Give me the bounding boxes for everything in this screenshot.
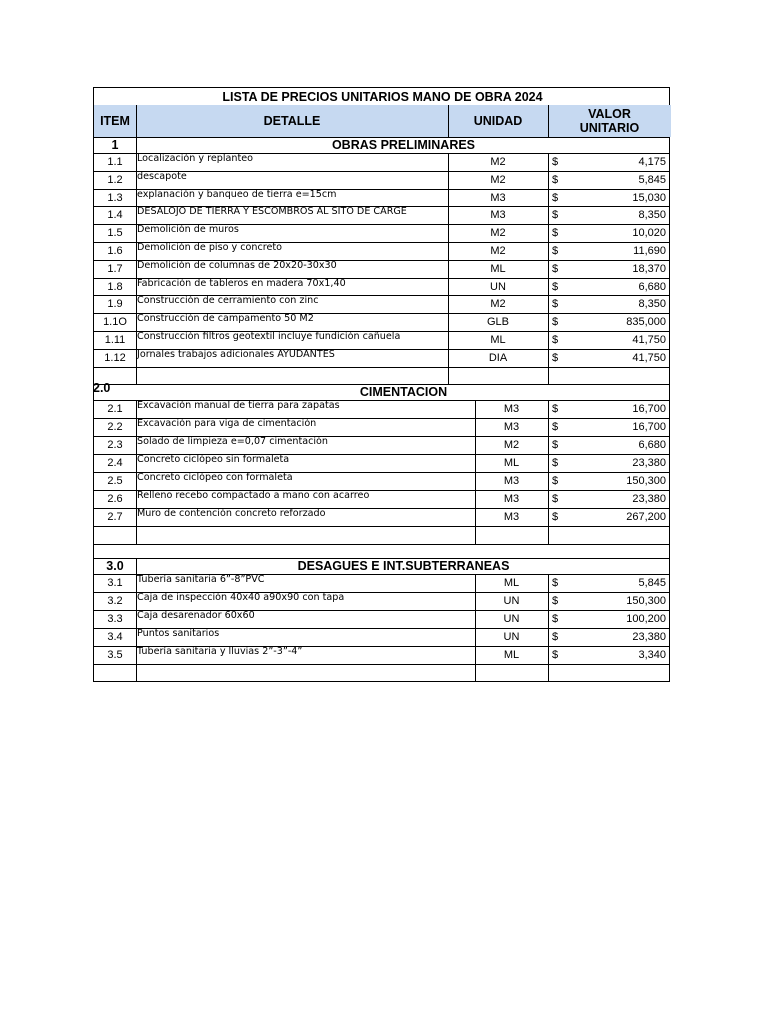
item-unidad: M2 (490, 227, 506, 239)
column-divider (448, 278, 449, 295)
item-unidad: UN (503, 613, 520, 625)
item-number: 2.7 (107, 511, 123, 523)
header-item: ITEM (94, 105, 136, 137)
column-divider (136, 313, 137, 331)
column-divider (548, 349, 549, 367)
item-valor: 267,200 (626, 511, 666, 523)
column-divider (548, 367, 549, 384)
item-number: 1.6 (107, 245, 123, 257)
item-unidad: M3 (490, 191, 506, 204)
item-valor: 835,000 (626, 316, 666, 328)
currency-symbol: $ (552, 613, 559, 625)
column-divider (448, 260, 449, 278)
column-divider (548, 242, 549, 260)
item-number: 3.5 (107, 649, 123, 661)
item-unidad: M3 (490, 209, 506, 221)
item-number: 1.8 (107, 280, 123, 293)
item-valor: 18,370 (632, 263, 666, 275)
column-divider (548, 331, 549, 349)
column-divider (548, 592, 549, 610)
column-divider (136, 171, 137, 189)
item-number: 3.2 (107, 595, 123, 607)
item-unidad: M2 (490, 156, 506, 168)
column-divider (475, 628, 476, 646)
item-unidad: M3 (503, 511, 520, 523)
currency-symbol: $ (552, 493, 559, 505)
item-unidad: M2 (503, 439, 520, 451)
item-detalle: Demolición de muros (137, 224, 239, 235)
item-unidad: M3 (503, 421, 520, 433)
column-divider (136, 454, 137, 472)
column-divider (548, 171, 549, 189)
column-divider (448, 189, 449, 206)
item-number: 2.3 (107, 439, 123, 451)
row-divider (94, 367, 669, 368)
column-divider (548, 628, 549, 646)
item-valor: 8,350 (638, 209, 666, 221)
column-divider (475, 610, 476, 628)
row-divider (94, 544, 669, 545)
item-number: 3.3 (107, 613, 123, 625)
column-divider (136, 418, 137, 436)
column-divider (448, 224, 449, 242)
item-detalle: Puntos sanitarios (137, 628, 220, 639)
row-divider (94, 526, 669, 527)
column-divider (548, 295, 549, 313)
item-valor: 15,030 (632, 191, 666, 204)
column-divider (448, 242, 449, 260)
column-divider (136, 472, 137, 490)
currency-symbol: $ (552, 156, 559, 168)
item-detalle: Excavación manual de tierra para zapatas (137, 400, 340, 411)
section-title: OBRAS PRELIMINARES (331, 138, 476, 152)
column-divider (475, 508, 476, 526)
item-number: 1.1 (107, 156, 123, 168)
item-valor: 16,700 (632, 421, 666, 433)
item-number: 1.3 (107, 191, 123, 204)
item-valor: 150,300 (626, 595, 666, 607)
item-unidad: UN (503, 631, 520, 643)
item-detalle: Tubería sanitaria 6”-8”PVC (137, 574, 265, 585)
column-divider (548, 490, 549, 508)
column-divider (475, 436, 476, 454)
column-divider (136, 558, 137, 574)
column-divider (136, 664, 137, 682)
currency-symbol: $ (552, 334, 559, 346)
item-detalle: Caja desarenador 60x60 (137, 610, 255, 621)
item-unidad: UN (490, 280, 506, 293)
currency-symbol: $ (552, 227, 559, 239)
currency-symbol: $ (552, 649, 559, 661)
item-valor: 41,750 (632, 352, 666, 364)
item-detalle: Excavación para viga de cimentación (137, 418, 317, 429)
column-divider (136, 526, 137, 544)
currency-symbol: $ (552, 174, 559, 186)
column-divider (136, 189, 137, 206)
column-divider (136, 105, 137, 137)
item-detalle: Demolición de columnas de 20x20-30x30 (137, 260, 337, 271)
column-divider (136, 490, 137, 508)
item-detalle: Fabricación de tableros en madera 70x1,40 (137, 278, 346, 289)
column-divider (548, 418, 549, 436)
column-divider (548, 610, 549, 628)
currency-symbol: $ (552, 316, 559, 328)
item-unidad: ML (503, 457, 520, 469)
item-detalle: Muro de contención concreto reforzado (137, 508, 326, 519)
column-divider (548, 646, 549, 664)
item-number: 1.1O (103, 316, 127, 328)
column-divider (548, 454, 549, 472)
column-divider (548, 526, 549, 544)
currency-symbol: $ (552, 439, 559, 451)
column-divider (448, 153, 449, 171)
item-unidad: M3 (503, 403, 520, 415)
item-valor: 23,380 (632, 457, 666, 469)
item-unidad: M2 (490, 174, 506, 186)
item-valor: 23,380 (632, 493, 666, 505)
currency-symbol: $ (552, 595, 559, 607)
item-detalle: Construcción de cerramiento con zinc (137, 295, 319, 306)
column-divider (136, 331, 137, 349)
item-unidad: ML (503, 577, 520, 589)
item-detalle: Construcción filtros geotextil incluye fundición cañuela (137, 331, 401, 342)
item-number: 2.2 (107, 421, 123, 433)
item-unidad: M2 (490, 298, 506, 310)
currency-symbol: $ (552, 245, 559, 257)
currency-symbol: $ (552, 577, 559, 589)
column-divider (548, 313, 549, 331)
item-unidad: ML (490, 263, 506, 275)
item-detalle: Caja de inspección 40x40 a90x90 con tapa (137, 592, 345, 603)
item-valor: 23,380 (632, 631, 666, 643)
section-number: 2.0 (93, 381, 111, 395)
column-divider (136, 508, 137, 526)
column-divider (136, 224, 137, 242)
column-divider (548, 664, 549, 682)
column-divider (448, 313, 449, 331)
column-divider (136, 628, 137, 646)
price-list-table (93, 87, 670, 682)
column-divider (548, 400, 549, 418)
column-divider (548, 105, 549, 137)
header-valor-line2: UNITARIO (579, 121, 640, 135)
item-valor: 10,020 (632, 227, 666, 239)
row-divider (94, 664, 669, 665)
item-detalle: Solado de limpieza e=0,07 cimentación (137, 436, 329, 447)
item-number: 1.7 (107, 263, 123, 275)
column-divider (136, 242, 137, 260)
column-divider (136, 610, 137, 628)
item-unidad: ML (490, 334, 506, 346)
table-title: LISTA DE PRECIOS UNITARIOS MANO DE OBRA 2024 (222, 89, 543, 104)
item-number: 2.4 (107, 457, 123, 469)
item-unidad: M3 (503, 475, 520, 487)
column-divider (136, 206, 137, 224)
section-title: DESAGUES E INT.SUBTERRANEAS (297, 559, 510, 573)
currency-symbol: $ (552, 209, 559, 221)
currency-symbol: $ (552, 475, 559, 487)
currency-symbol: $ (552, 191, 559, 204)
item-valor: 5,845 (638, 577, 666, 589)
column-divider (136, 592, 137, 610)
column-divider (548, 472, 549, 490)
column-divider (475, 592, 476, 610)
column-divider (448, 349, 449, 367)
item-number: 1.12 (104, 352, 126, 364)
column-divider (475, 574, 476, 592)
column-divider (448, 367, 449, 384)
column-divider (475, 490, 476, 508)
currency-symbol: $ (552, 631, 559, 643)
item-valor: 8,350 (638, 298, 666, 310)
item-number: 2.1 (107, 403, 123, 415)
column-divider (548, 436, 549, 454)
item-detalle: Concreto ciclópeo sin formaleta (137, 454, 290, 465)
currency-symbol: $ (552, 263, 559, 275)
column-divider (448, 295, 449, 313)
currency-symbol: $ (552, 298, 559, 310)
item-number: 1.2 (107, 174, 123, 186)
column-divider (548, 260, 549, 278)
item-number: 1.9 (107, 298, 123, 310)
item-detalle: DESALOJO DE TIERRA Y ESCOMBROS AL SITO DE CARGE (137, 206, 407, 217)
item-number: 1.4 (107, 209, 123, 221)
item-detalle: descapote (137, 171, 187, 182)
column-divider (136, 400, 137, 418)
column-divider (448, 171, 449, 189)
section-number: 3.0 (106, 559, 124, 573)
item-unidad: UN (503, 595, 520, 607)
item-valor: 4,175 (638, 156, 666, 168)
item-valor: 41,750 (632, 334, 666, 346)
currency-symbol: $ (552, 511, 559, 523)
item-unidad: M3 (503, 493, 520, 505)
item-detalle: Demolición de piso y concreto (137, 242, 282, 253)
column-divider (548, 574, 549, 592)
column-divider (448, 105, 449, 137)
item-detalle: Construcción de campamento 50 M2 (137, 313, 314, 324)
header-detalle: DETALLE (136, 105, 448, 137)
column-divider (136, 646, 137, 664)
column-divider (475, 526, 476, 544)
section-title: CIMENTACION (359, 385, 448, 399)
item-unidad: ML (503, 649, 520, 661)
currency-symbol: $ (552, 457, 559, 469)
column-divider (475, 418, 476, 436)
header-unidad: UNIDAD (448, 105, 548, 137)
column-divider (548, 189, 549, 206)
item-valor: 100,200 (626, 613, 666, 625)
item-number: 3.1 (107, 577, 123, 589)
header-valor-line1: VALOR (588, 107, 631, 121)
column-divider (448, 206, 449, 224)
column-divider (548, 153, 549, 171)
column-divider (475, 400, 476, 418)
item-valor: 5,845 (638, 174, 666, 186)
item-detalle: Tubería sanitaria y lluvias 2”-3”-4” (137, 646, 303, 657)
item-number: 2.6 (107, 493, 123, 505)
column-divider (136, 367, 137, 384)
item-detalle: Concreto ciclópeo con formaleta (137, 472, 293, 483)
item-valor: 11,690 (633, 245, 666, 257)
column-divider (548, 278, 549, 295)
item-detalle: Localización y replanteo (137, 153, 253, 164)
item-unidad: GLB (486, 316, 509, 328)
column-divider (136, 574, 137, 592)
item-number: 2.5 (107, 475, 123, 487)
currency-symbol: $ (552, 421, 559, 433)
item-unidad: DIA (488, 352, 508, 364)
column-divider (136, 153, 137, 171)
item-valor: 6,680 (638, 439, 666, 451)
column-divider (136, 260, 137, 278)
column-divider (548, 206, 549, 224)
column-divider (475, 664, 476, 682)
item-number: 1.5 (107, 227, 123, 239)
column-divider (448, 331, 449, 349)
column-divider (136, 137, 137, 153)
item-number: 1.11 (104, 334, 126, 346)
column-divider (136, 295, 137, 313)
currency-symbol: $ (552, 403, 559, 415)
item-detalle: Jornales trabajos adicionales AYUDANTES (137, 349, 335, 360)
header-valor-unitario (548, 105, 671, 137)
column-divider (136, 349, 137, 367)
currency-symbol: $ (552, 352, 559, 364)
column-divider (475, 472, 476, 490)
section-number: 1 (111, 138, 119, 152)
column-divider (136, 436, 137, 454)
column-divider (475, 646, 476, 664)
column-divider (475, 454, 476, 472)
item-valor: 150,300 (626, 475, 666, 487)
item-detalle: explanación y banqueo de tierra e=15cm (137, 189, 337, 200)
item-valor: 3,340 (638, 649, 666, 661)
item-detalle: Relleno recebo compactado a mano con acarreo (137, 490, 370, 501)
column-divider (548, 508, 549, 526)
item-unidad: M2 (490, 245, 506, 257)
column-divider (548, 224, 549, 242)
item-valor: 16,700 (632, 403, 666, 415)
currency-symbol: $ (552, 280, 559, 293)
item-number: 3.4 (107, 631, 123, 643)
item-valor: 6,680 (638, 280, 666, 293)
column-divider (136, 278, 137, 295)
